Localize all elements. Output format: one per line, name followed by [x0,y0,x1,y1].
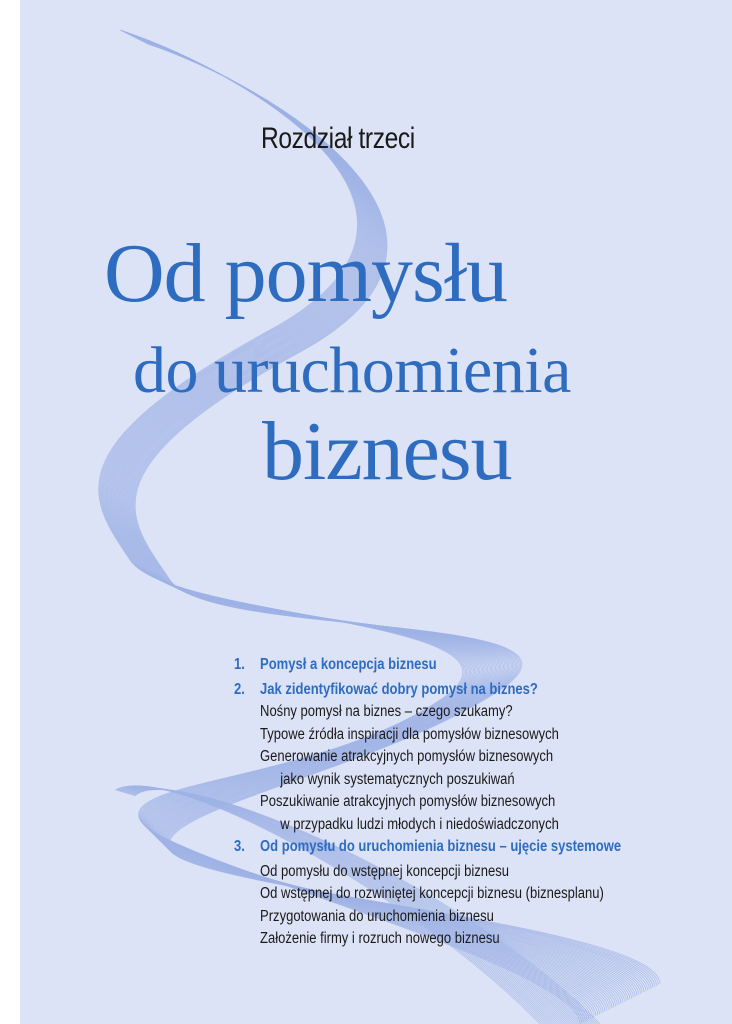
toc-item-continuation: jako wynik systematycznych poszukiwań [280,770,515,788]
toc-item [234,883,637,906]
section-number: 2. [234,680,245,698]
toc-item-text: Poszukiwanie atrakcyjnych pomysłów biznesowych [260,793,556,810]
section-number: 3. [234,838,245,855]
toc-item [234,724,637,747]
section-title: Od pomysłu do uruchomienia biznesu – ujęcie systemowe [260,838,622,855]
table-of-contents [234,654,637,951]
chapter-label: Rozdział trzeci [261,122,415,155]
toc-item [234,701,637,724]
toc-section-2 [234,679,637,702]
toc-item [234,746,637,791]
toc-item-text: Typowe źródła inspiracji dla pomysłów biznesowych [260,725,559,743]
title-line-3: biznesu [262,405,512,498]
book-page [20,0,732,1024]
toc-item-text: Nośny pomysł na biznes – czego szukamy? [260,703,513,720]
toc-item [234,906,637,929]
toc-item-text: Przygotowania do uruchomienia biznesu [260,907,494,925]
toc-item [234,861,637,884]
toc-item-continuation: w przypadku ludzi młodych i niedoświadczonych [280,815,559,833]
section-title: Pomysł a koncepcja biznesu [260,656,437,673]
toc-item-text: Założenie firmy i rozruch nowego biznesu [260,930,500,947]
section-title: Jak zidentyfikować dobry pomysł na biznes? [260,680,538,698]
title-line-2: do uruchomienia [133,334,571,407]
toc-section-3 [234,836,637,859]
toc-item-text: Generowanie atrakcyjnych pomysłów biznesowych [260,748,554,765]
title-line-1: Od pomysłu [104,227,508,320]
toc-item [234,928,637,951]
toc-item-text: Od pomysłu do wstępnej koncepcji biznesu [260,862,510,880]
section-number: 1. [234,656,245,673]
toc-section-1 [234,654,637,677]
toc-item-text: Od wstępnej do rozwiniętej koncepcji biznesu (biznesplanu) [260,885,604,902]
toc-item [234,791,637,836]
